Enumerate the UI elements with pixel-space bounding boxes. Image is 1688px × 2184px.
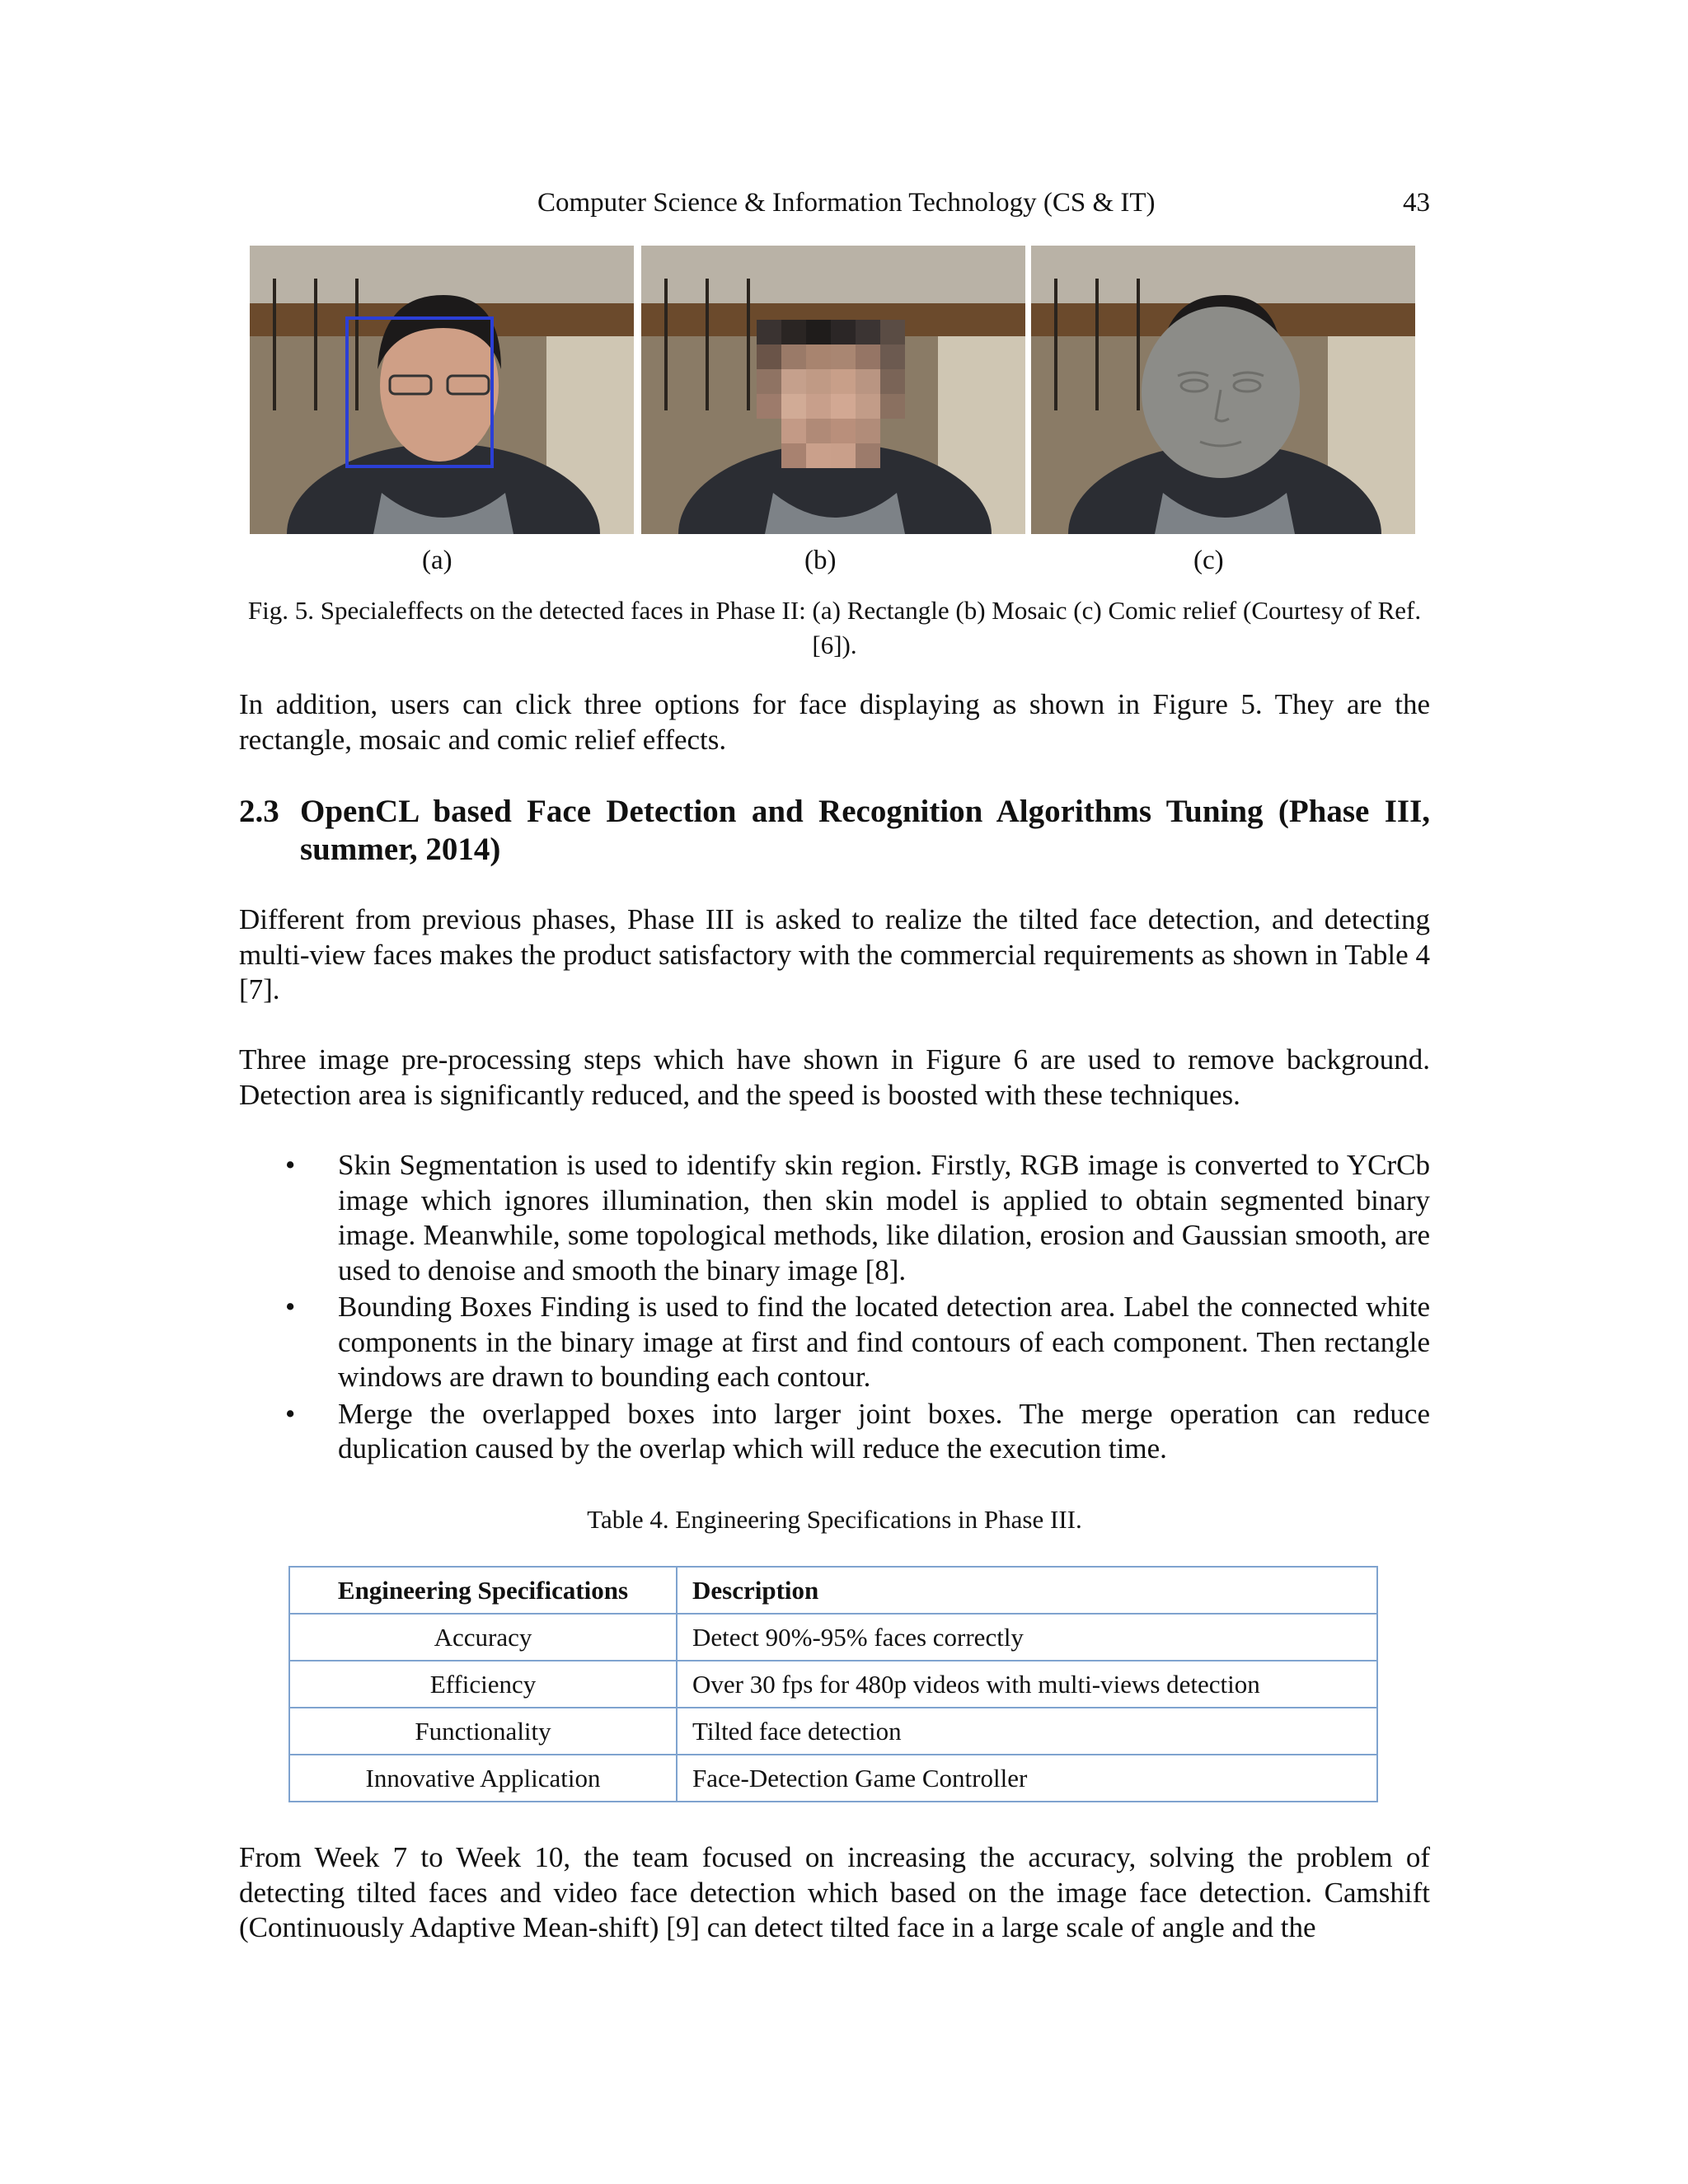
page-number: 43 [1403, 188, 1430, 218]
list-item-text: Merge the overlapped boxes into larger joint boxes. The merge operation can reduce duplication caused by the overlap which will reduce the execution time. [338, 1397, 1430, 1465]
list-item [239, 1397, 1430, 1467]
table-row [289, 1661, 1377, 1708]
subfigure-label-b: (b) [804, 546, 837, 575]
paragraph: From Week 7 to Week 10, the team focused on increasing the accuracy, solving the problem of detecting tilted faces and video face detection which based on the image face detection. Camshift (Continuously Adaptive Mean-shift) [9] can detect tilted face in a large scale of angle and the [239, 1841, 1430, 1943]
running-title: Computer Science & Information Technology (CS & IT) [537, 188, 1156, 218]
list-item [239, 1290, 1430, 1395]
paragraph: Three image pre-processing steps which have shown in Figure 6 are used to remove background. Detection area is significantly reduced, and the speed is boosted with these techniques. [239, 1043, 1430, 1111]
table-cell: Tilted face detection [677, 1708, 1377, 1755]
table-cell: Over 30 fps for 480p videos with multi-views detection [677, 1661, 1377, 1708]
table-header-row [289, 1567, 1377, 1614]
figure-panel-comic-relief [1031, 246, 1415, 534]
bullet-icon: • [285, 1397, 296, 1430]
table-header-cell: Engineering Specifications [289, 1567, 677, 1614]
subfigure-label-c: (c) [1193, 546, 1224, 575]
figure-5 [250, 246, 1417, 534]
section-number: 2.3 [239, 794, 279, 829]
table-row [289, 1708, 1377, 1755]
paragraph: In addition, users can click three options for face displaying as shown in Figure 5. They are the rectangle, mosaic and comic relief effects. [239, 688, 1430, 756]
table-cell: Detect 90%-95% faces correctly [677, 1614, 1377, 1661]
table-row [289, 1614, 1377, 1661]
list-item [239, 1148, 1430, 1288]
table-cell: Innovative Application [289, 1755, 677, 1802]
bullet-icon: • [285, 1291, 296, 1323]
table-cell: Functionality [289, 1708, 677, 1755]
bullet-list [239, 1148, 1430, 1469]
bullet-icon: • [285, 1149, 296, 1181]
section-title: OpenCL based Face Detection and Recognition Algorithms Tuning (Phase III, summer, 2014) [300, 794, 1430, 867]
section-heading [239, 793, 1430, 869]
figure-panel-rectangle [250, 246, 634, 534]
subfigure-label-a: (a) [422, 546, 452, 575]
table-cell: Accuracy [289, 1614, 677, 1661]
table-title: Table 4. Engineering Specifications in Phase III. [587, 1505, 1082, 1534]
table-header-cell: Description [677, 1567, 1377, 1614]
figure-caption: Fig. 5. Specialeffects on the detected faces in Phase II: (a) Rectangle (b) Mosaic (c) Comic relief (Courtesy of Ref. [6]). [247, 596, 1422, 659]
figure-panel-mosaic [641, 246, 1025, 534]
list-item-text: Skin Segmentation is used to identify skin region. Firstly, RGB image is converted to YCrCb image which ignores illumination, then skin model is applied to obtain segmented binary image. Meanwhile, some topological methods, like dilation, erosion and Gaussian smooth, are used to denoise and smooth the binary image [8]. [338, 1149, 1430, 1286]
paragraph: Different from previous phases, Phase III is asked to realize the tilted face detection, and detecting multi-view faces makes the product satisfactory with the commercial requirements as shown in Table 4 [7]. [239, 903, 1430, 1005]
table-cell: Face-Detection Game Controller [677, 1755, 1377, 1802]
spec-table [288, 1566, 1378, 1802]
list-item-text: Bounding Boxes Finding is used to find the located detection area. Label the connected white components in the binary image at first and find contours of each component. Then rectangle windows are drawn to bounding each contour. [338, 1291, 1430, 1393]
table-cell: Efficiency [289, 1661, 677, 1708]
table-row [289, 1755, 1377, 1802]
